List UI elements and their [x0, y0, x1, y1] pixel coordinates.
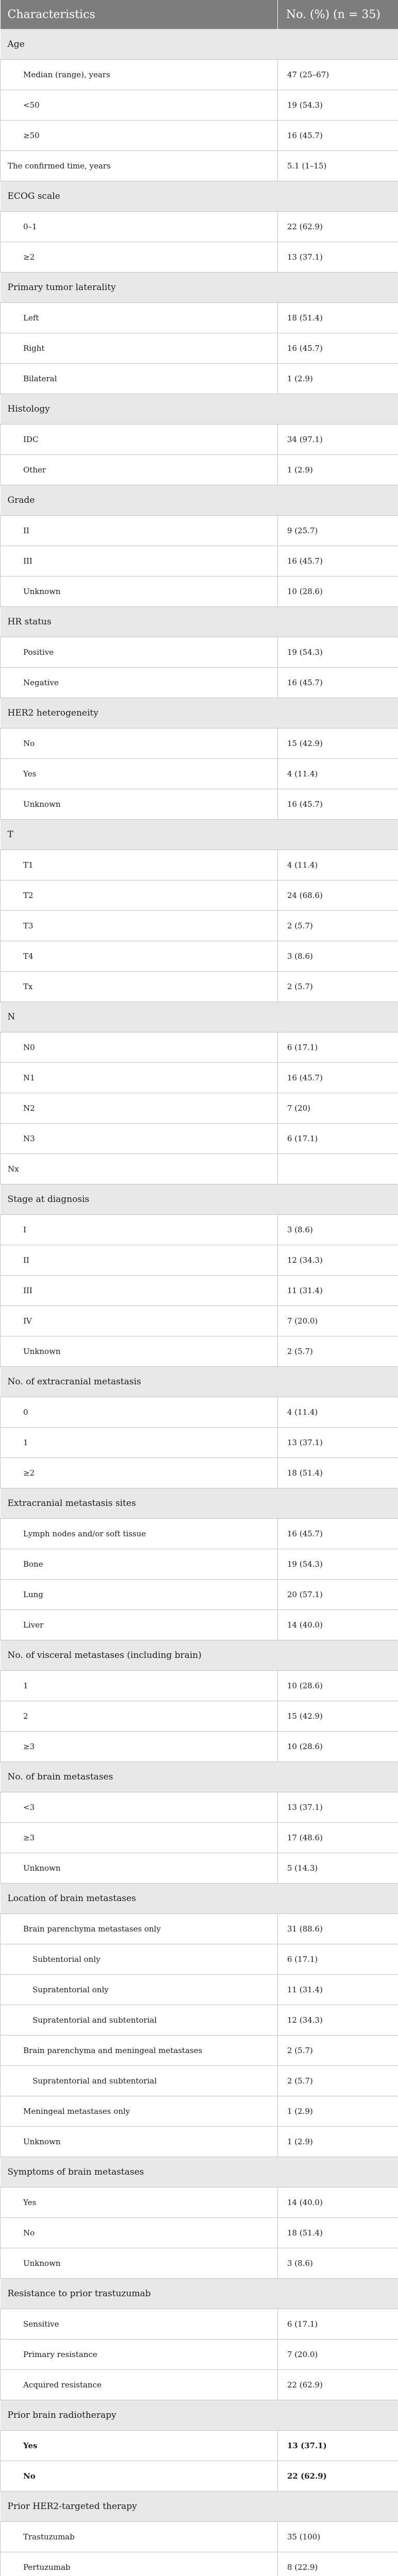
- row-value: 16 (45.7): [278, 546, 398, 577]
- row-label: I: [1, 1215, 278, 1245]
- row-value: 6 (17.1): [278, 1124, 398, 1154]
- row-value: 12 (34.3): [278, 2005, 398, 2036]
- row-value: 22 (62.9): [278, 212, 398, 242]
- row-label: <50: [1, 90, 278, 121]
- row-label: T1: [1, 850, 278, 880]
- table-row: [1, 1701, 398, 1732]
- row-label: 1: [1, 1671, 278, 1701]
- section-header-row: [1, 1002, 398, 1032]
- table-row: [1, 455, 398, 485]
- table-row: [1, 728, 398, 759]
- row-label: Lymph nodes and/or soft tissue: [1, 1519, 278, 1549]
- row-value: 2 (5.7): [278, 972, 398, 1002]
- row-value: 13 (37.1): [278, 2431, 398, 2461]
- row-label: N3: [1, 1124, 278, 1154]
- row-value: 1 (2.9): [278, 455, 398, 485]
- row-label: Right: [1, 333, 278, 364]
- table-row: [1, 1549, 398, 1580]
- table-body: [1, 29, 398, 2576]
- table-row: [1, 2309, 398, 2340]
- row-label: Sensitive: [1, 2309, 278, 2340]
- row-value: 13 (37.1): [278, 1792, 398, 1823]
- table-row: [1, 668, 398, 698]
- section-header-row: [1, 820, 398, 850]
- table-row: [1, 2552, 398, 2576]
- row-label: N0: [1, 1032, 278, 1063]
- row-label: IDC: [1, 425, 278, 455]
- table-row: [1, 1245, 398, 1276]
- table-row: [1, 2522, 398, 2552]
- row-label: Subtentorial only: [1, 1944, 278, 1975]
- row-value: 13 (37.1): [278, 242, 398, 273]
- table-row: [1, 2005, 398, 2036]
- row-value: 3 (8.6): [278, 941, 398, 972]
- row-label: T2: [1, 880, 278, 911]
- row-label: ≥2: [1, 242, 278, 273]
- table-row: [1, 1853, 398, 1884]
- row-value: 7 (20): [278, 1093, 398, 1124]
- table-row: [1, 1610, 398, 1640]
- table-row: [1, 2218, 398, 2248]
- section-label: T: [1, 820, 398, 850]
- row-label: Nx: [1, 1154, 278, 1184]
- row-label: Unknown: [1, 1853, 278, 1884]
- row-value: 1 (2.9): [278, 364, 398, 394]
- row-value: 18 (51.4): [278, 1458, 398, 1488]
- section-label: HR status: [1, 607, 398, 637]
- table-row: [1, 2066, 398, 2096]
- table-row: [1, 151, 398, 181]
- table-row: [1, 2248, 398, 2279]
- row-value: [278, 1154, 398, 1184]
- table-row: [1, 1944, 398, 1975]
- table-row: [1, 850, 398, 880]
- table-row: [1, 242, 398, 273]
- row-value: 17 (48.6): [278, 1823, 398, 1853]
- section-header-row: [1, 2279, 398, 2309]
- row-label: The confirmed time, years: [1, 151, 278, 181]
- section-label: Resistance to prior trastuzumab: [1, 2279, 398, 2309]
- table-row: [1, 941, 398, 972]
- row-value: 18 (51.4): [278, 303, 398, 333]
- section-header-row: [1, 1488, 398, 1519]
- row-value: 7 (20.0): [278, 2340, 398, 2370]
- section-label: N: [1, 1002, 398, 1032]
- table-row: [1, 2127, 398, 2157]
- row-label: Left: [1, 303, 278, 333]
- row-label: Acquired resistance: [1, 2370, 278, 2400]
- section-header-row: [1, 607, 398, 637]
- row-label: Trastuzumab: [1, 2522, 278, 2552]
- table-row: [1, 1215, 398, 1245]
- row-value: 6 (17.1): [278, 1944, 398, 1975]
- row-value: 8 (22.9): [278, 2552, 398, 2576]
- section-label: HER2 heterogeneity: [1, 698, 398, 728]
- table-row: [1, 1975, 398, 2005]
- row-label: Bilateral: [1, 364, 278, 394]
- row-value: 2 (5.7): [278, 2036, 398, 2066]
- section-label: Symptoms of brain metastases: [1, 2157, 398, 2188]
- table-row: [1, 1823, 398, 1853]
- row-label: N2: [1, 1093, 278, 1124]
- section-header-row: [1, 2492, 398, 2522]
- row-value: 5 (14.3): [278, 1853, 398, 1884]
- table-row: [1, 2188, 398, 2218]
- row-label: Unknown: [1, 2127, 278, 2157]
- section-header-row: [1, 1367, 398, 1397]
- row-label: Liver: [1, 1610, 278, 1640]
- row-value: 35 (100): [278, 2522, 398, 2552]
- row-label: Primary resistance: [1, 2340, 278, 2370]
- row-value: 1 (2.9): [278, 2127, 398, 2157]
- table-row: [1, 880, 398, 911]
- row-label: Negative: [1, 668, 278, 698]
- header-characteristics: Characteristics: [1, 0, 278, 29]
- table-header-row: [1, 0, 398, 29]
- section-header-row: [1, 181, 398, 212]
- row-value: 31 (88.6): [278, 1914, 398, 1944]
- table-row: [1, 2370, 398, 2400]
- row-value: 16 (45.7): [278, 1063, 398, 1093]
- row-value: 22 (62.9): [278, 2461, 398, 2492]
- table-row: [1, 1093, 398, 1124]
- table-row: [1, 577, 398, 607]
- row-value: 19 (54.3): [278, 637, 398, 668]
- row-value: 18 (51.4): [278, 2218, 398, 2248]
- section-header-row: [1, 29, 398, 60]
- row-label: II: [1, 516, 278, 546]
- row-label: Bone: [1, 1549, 278, 1580]
- row-label: Supratentorial and subtentorial: [1, 2005, 278, 2036]
- table-row: [1, 546, 398, 577]
- row-value: 10 (28.6): [278, 577, 398, 607]
- table-row: [1, 1336, 398, 1367]
- row-value: 14 (40.0): [278, 1610, 398, 1640]
- row-label: T4: [1, 941, 278, 972]
- row-value: 24 (68.6): [278, 880, 398, 911]
- table-row: [1, 972, 398, 1002]
- row-value: 3 (8.6): [278, 1215, 398, 1245]
- table-row: [1, 1914, 398, 1944]
- row-label: No: [1, 2218, 278, 2248]
- section-header-row: [1, 1884, 398, 1914]
- table-row: [1, 516, 398, 546]
- section-label: No. of visceral metastases (including brain): [1, 1640, 398, 1671]
- row-label: ≥50: [1, 121, 278, 151]
- row-label: 1: [1, 1428, 278, 1458]
- row-label: N1: [1, 1063, 278, 1093]
- header-count-percent: No. (%) (n = 35): [278, 0, 398, 29]
- table-row: [1, 303, 398, 333]
- table-row: [1, 1124, 398, 1154]
- table-row: [1, 2461, 398, 2492]
- row-label: Positive: [1, 637, 278, 668]
- table-row: [1, 212, 398, 242]
- row-value: 9 (25.7): [278, 516, 398, 546]
- row-value: 10 (28.6): [278, 1671, 398, 1701]
- row-label: Supratentorial only: [1, 1975, 278, 2005]
- row-value: 16 (45.7): [278, 333, 398, 364]
- section-label: ECOG scale: [1, 181, 398, 212]
- row-value: 6 (17.1): [278, 1032, 398, 1063]
- table-row: [1, 1458, 398, 1488]
- row-value: 16 (45.7): [278, 1519, 398, 1549]
- row-label: Meningeal metastases only: [1, 2096, 278, 2127]
- row-value: 4 (11.4): [278, 1397, 398, 1428]
- section-header-row: [1, 2400, 398, 2431]
- table-row: [1, 911, 398, 941]
- section-label: Location of brain metastases: [1, 1884, 398, 1914]
- table-row: [1, 1032, 398, 1063]
- section-header-row: [1, 1762, 398, 1792]
- row-value: 10 (28.6): [278, 1732, 398, 1762]
- row-label: Other: [1, 455, 278, 485]
- row-value: 15 (42.9): [278, 728, 398, 759]
- table-row: [1, 1732, 398, 1762]
- table-row: [1, 1428, 398, 1458]
- section-header-row: [1, 2157, 398, 2188]
- table-row: [1, 2036, 398, 2066]
- row-label: ≥2: [1, 1458, 278, 1488]
- table-row: [1, 637, 398, 668]
- section-label: No. of extracranial metastasis: [1, 1367, 398, 1397]
- table-row: [1, 2096, 398, 2127]
- row-label: Yes: [1, 2431, 278, 2461]
- row-label: Unknown: [1, 789, 278, 820]
- row-value: 16 (45.7): [278, 668, 398, 698]
- row-value: 15 (42.9): [278, 1701, 398, 1732]
- row-value: 7 (20.0): [278, 1306, 398, 1336]
- row-label: Unknown: [1, 577, 278, 607]
- section-label: Histology: [1, 394, 398, 425]
- table-row: [1, 60, 398, 90]
- row-label: II: [1, 1245, 278, 1276]
- row-value: 22 (62.9): [278, 2370, 398, 2400]
- section-label: Stage at diagnosis: [1, 1184, 398, 1215]
- row-label: Pertuzumab: [1, 2552, 278, 2576]
- row-value: 2 (5.7): [278, 1336, 398, 1367]
- table-row: [1, 121, 398, 151]
- section-label: Grade: [1, 485, 398, 516]
- section-label: Prior HER2-targeted therapy: [1, 2492, 398, 2522]
- row-value: 19 (54.3): [278, 90, 398, 121]
- table-row: [1, 759, 398, 789]
- row-label: ≥3: [1, 1823, 278, 1853]
- row-label: No: [1, 2461, 278, 2492]
- row-value: 2 (5.7): [278, 911, 398, 941]
- row-value: 16 (45.7): [278, 789, 398, 820]
- section-label: Extracranial metastasis sites: [1, 1488, 398, 1519]
- row-label: III: [1, 546, 278, 577]
- row-label: 0–1: [1, 212, 278, 242]
- table-row: [1, 425, 398, 455]
- row-label: IV: [1, 1306, 278, 1336]
- table-row: [1, 1397, 398, 1428]
- row-label: Unknown: [1, 1336, 278, 1367]
- row-value: 16 (45.7): [278, 121, 398, 151]
- table-row: [1, 1063, 398, 1093]
- table-row: [1, 333, 398, 364]
- row-label: T3: [1, 911, 278, 941]
- row-label: Unknown: [1, 2248, 278, 2279]
- row-value: 2 (5.7): [278, 2066, 398, 2096]
- row-label: Yes: [1, 759, 278, 789]
- section-label: Age: [1, 29, 398, 60]
- row-label: Supratentorial and subtentorial: [1, 2066, 278, 2096]
- row-label: ≥3: [1, 1732, 278, 1762]
- section-label: No. of brain metastases: [1, 1762, 398, 1792]
- section-header-row: [1, 1184, 398, 1215]
- table-row: [1, 1519, 398, 1549]
- section-header-row: [1, 485, 398, 516]
- row-label: Tx: [1, 972, 278, 1002]
- row-value: 20 (57.1): [278, 1580, 398, 1610]
- row-value: 11 (31.4): [278, 1276, 398, 1306]
- row-label: Median (range), years: [1, 60, 278, 90]
- row-label: No: [1, 728, 278, 759]
- row-label: Brain parenchyma metastases only: [1, 1914, 278, 1944]
- table-row: [1, 1671, 398, 1701]
- row-value: 3 (8.6): [278, 2248, 398, 2279]
- row-value: 34 (97.1): [278, 425, 398, 455]
- section-label: Prior brain radiotherapy: [1, 2400, 398, 2431]
- section-header-row: [1, 273, 398, 303]
- section-header-row: [1, 698, 398, 728]
- row-label: 2: [1, 1701, 278, 1732]
- row-label: III: [1, 1276, 278, 1306]
- row-label: 0: [1, 1397, 278, 1428]
- table-row: [1, 1580, 398, 1610]
- table-row: [1, 1154, 398, 1184]
- row-value: 6 (17.1): [278, 2309, 398, 2340]
- row-value: 47 (25–67): [278, 60, 398, 90]
- row-label: Yes: [1, 2188, 278, 2218]
- table-row: [1, 2431, 398, 2461]
- section-header-row: [1, 1640, 398, 1671]
- row-value: 4 (11.4): [278, 759, 398, 789]
- row-value: 5.1 (1–15): [278, 151, 398, 181]
- table-row: [1, 90, 398, 121]
- row-label: Lung: [1, 1580, 278, 1610]
- row-value: 13 (37.1): [278, 1428, 398, 1458]
- table-row: [1, 2340, 398, 2370]
- row-value: 1 (2.9): [278, 2096, 398, 2127]
- table-row: [1, 1306, 398, 1336]
- row-value: 4 (11.4): [278, 850, 398, 880]
- row-label: Brain parenchyma and meningeal metastases: [1, 2036, 278, 2066]
- table-row: [1, 1792, 398, 1823]
- row-value: 14 (40.0): [278, 2188, 398, 2218]
- section-label: Primary tumor laterality: [1, 273, 398, 303]
- row-label: <3: [1, 1792, 278, 1823]
- row-value: 19 (54.3): [278, 1549, 398, 1580]
- section-header-row: [1, 394, 398, 425]
- row-value: 12 (34.3): [278, 1245, 398, 1276]
- table-row: [1, 1276, 398, 1306]
- row-value: 11 (31.4): [278, 1975, 398, 2005]
- table-row: [1, 364, 398, 394]
- table-row: [1, 789, 398, 820]
